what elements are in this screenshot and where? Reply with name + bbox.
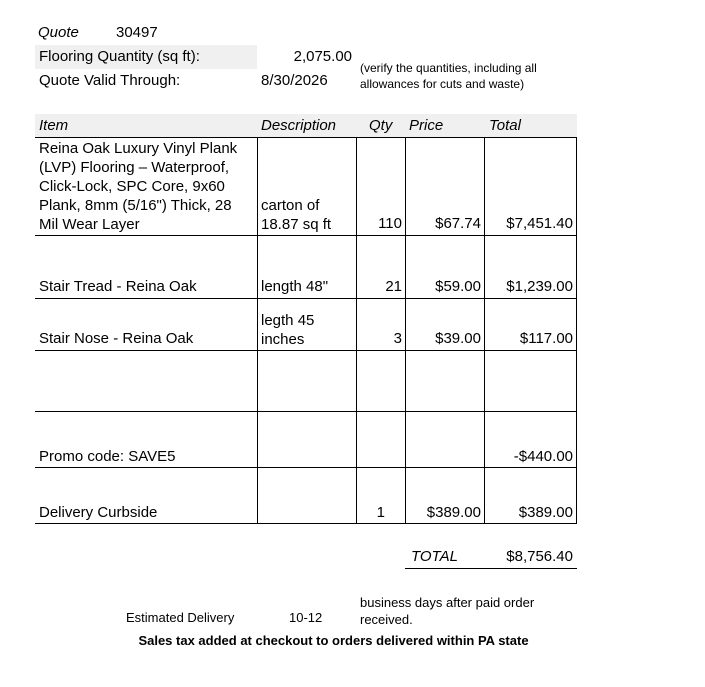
table-row-delivery-item: Delivery Curbside (39, 504, 158, 521)
table-row-delivery-total: $389.00 (518, 504, 573, 521)
verify-note-line2: allowances for cuts and waste) (360, 77, 525, 91)
grid-line (35, 137, 577, 138)
table-row-promo-item: Promo code: SAVE5 (39, 448, 176, 465)
grid-line (35, 523, 577, 524)
table-row-1-price: $67.74 (435, 215, 481, 232)
total-label: TOTAL (411, 548, 458, 565)
verify-note-line1: (verify the quantities, including all (360, 61, 537, 75)
quote-number: 30497 (116, 24, 158, 41)
quote-valid-value: 8/30/2026 (261, 72, 328, 89)
grid-line (35, 411, 577, 412)
grid-line (257, 137, 258, 524)
delivery-note-line2: received. (360, 612, 413, 627)
sales-tax-note: Sales tax added at checkout to orders delivered within PA state (138, 633, 529, 648)
estimated-delivery-days: 10-12 (289, 610, 323, 625)
table-row-2-description: length 48" (261, 278, 329, 295)
table-row-1-qty: 110 (378, 215, 402, 232)
col-total-header: Total (489, 117, 521, 134)
estimated-delivery-label: Estimated Delivery (126, 610, 235, 625)
table-row-3-total: $117.00 (519, 330, 573, 347)
table-row-2-price: $59.00 (435, 278, 481, 295)
table-row-3-price: $39.00 (435, 330, 481, 347)
quote-label: Quote (38, 24, 79, 41)
table-row-3-qty: 3 (393, 330, 402, 347)
table-row-delivery-qty: 1 (376, 504, 385, 521)
grid-line (35, 235, 577, 236)
table-row-1-total: $7,451.40 (506, 215, 573, 232)
table-row-2-qty: 21 (385, 278, 402, 295)
table-row-1-description: carton of 18.87 sq ft (261, 197, 332, 233)
flooring-quantity-value: 2,075.00 (293, 48, 352, 65)
quote-valid-label: Quote Valid Through: (39, 72, 181, 89)
total-underline (405, 568, 577, 569)
grid-line (35, 298, 577, 299)
grid-line (576, 137, 577, 524)
total-value: $8,756.40 (506, 548, 573, 565)
table-row-3-description: legth 45 inches (261, 312, 315, 348)
col-price-header: Price (409, 117, 444, 134)
col-item-header: Item (39, 117, 69, 134)
flooring-quantity-label: Flooring Quantity (sq ft): (39, 48, 200, 65)
delivery-note-line1: business days after paid order (360, 595, 535, 610)
col-description-header: Description (261, 117, 337, 134)
table-row-promo-total: -$440.00 (513, 448, 573, 465)
table-row-delivery-price: $389.00 (426, 504, 481, 521)
grid-line (35, 467, 577, 468)
table-row-1-item: Reina Oak Luxury Vinyl Plank (LVP) Flooring – Waterproof, Click-Lock, SPC Core, 9x60 Plank, 8mm (5/16") Thick, 28 Mil Wear Layer (39, 140, 238, 233)
col-qty-header: Qty (369, 117, 393, 134)
table-row-2-item: Stair Tread - Reina Oak (39, 278, 197, 295)
grid-line (35, 350, 577, 351)
table-row-3-item: Stair Nose - Reina Oak (39, 330, 194, 347)
table-row-2-total: $1,239.00 (506, 278, 573, 295)
